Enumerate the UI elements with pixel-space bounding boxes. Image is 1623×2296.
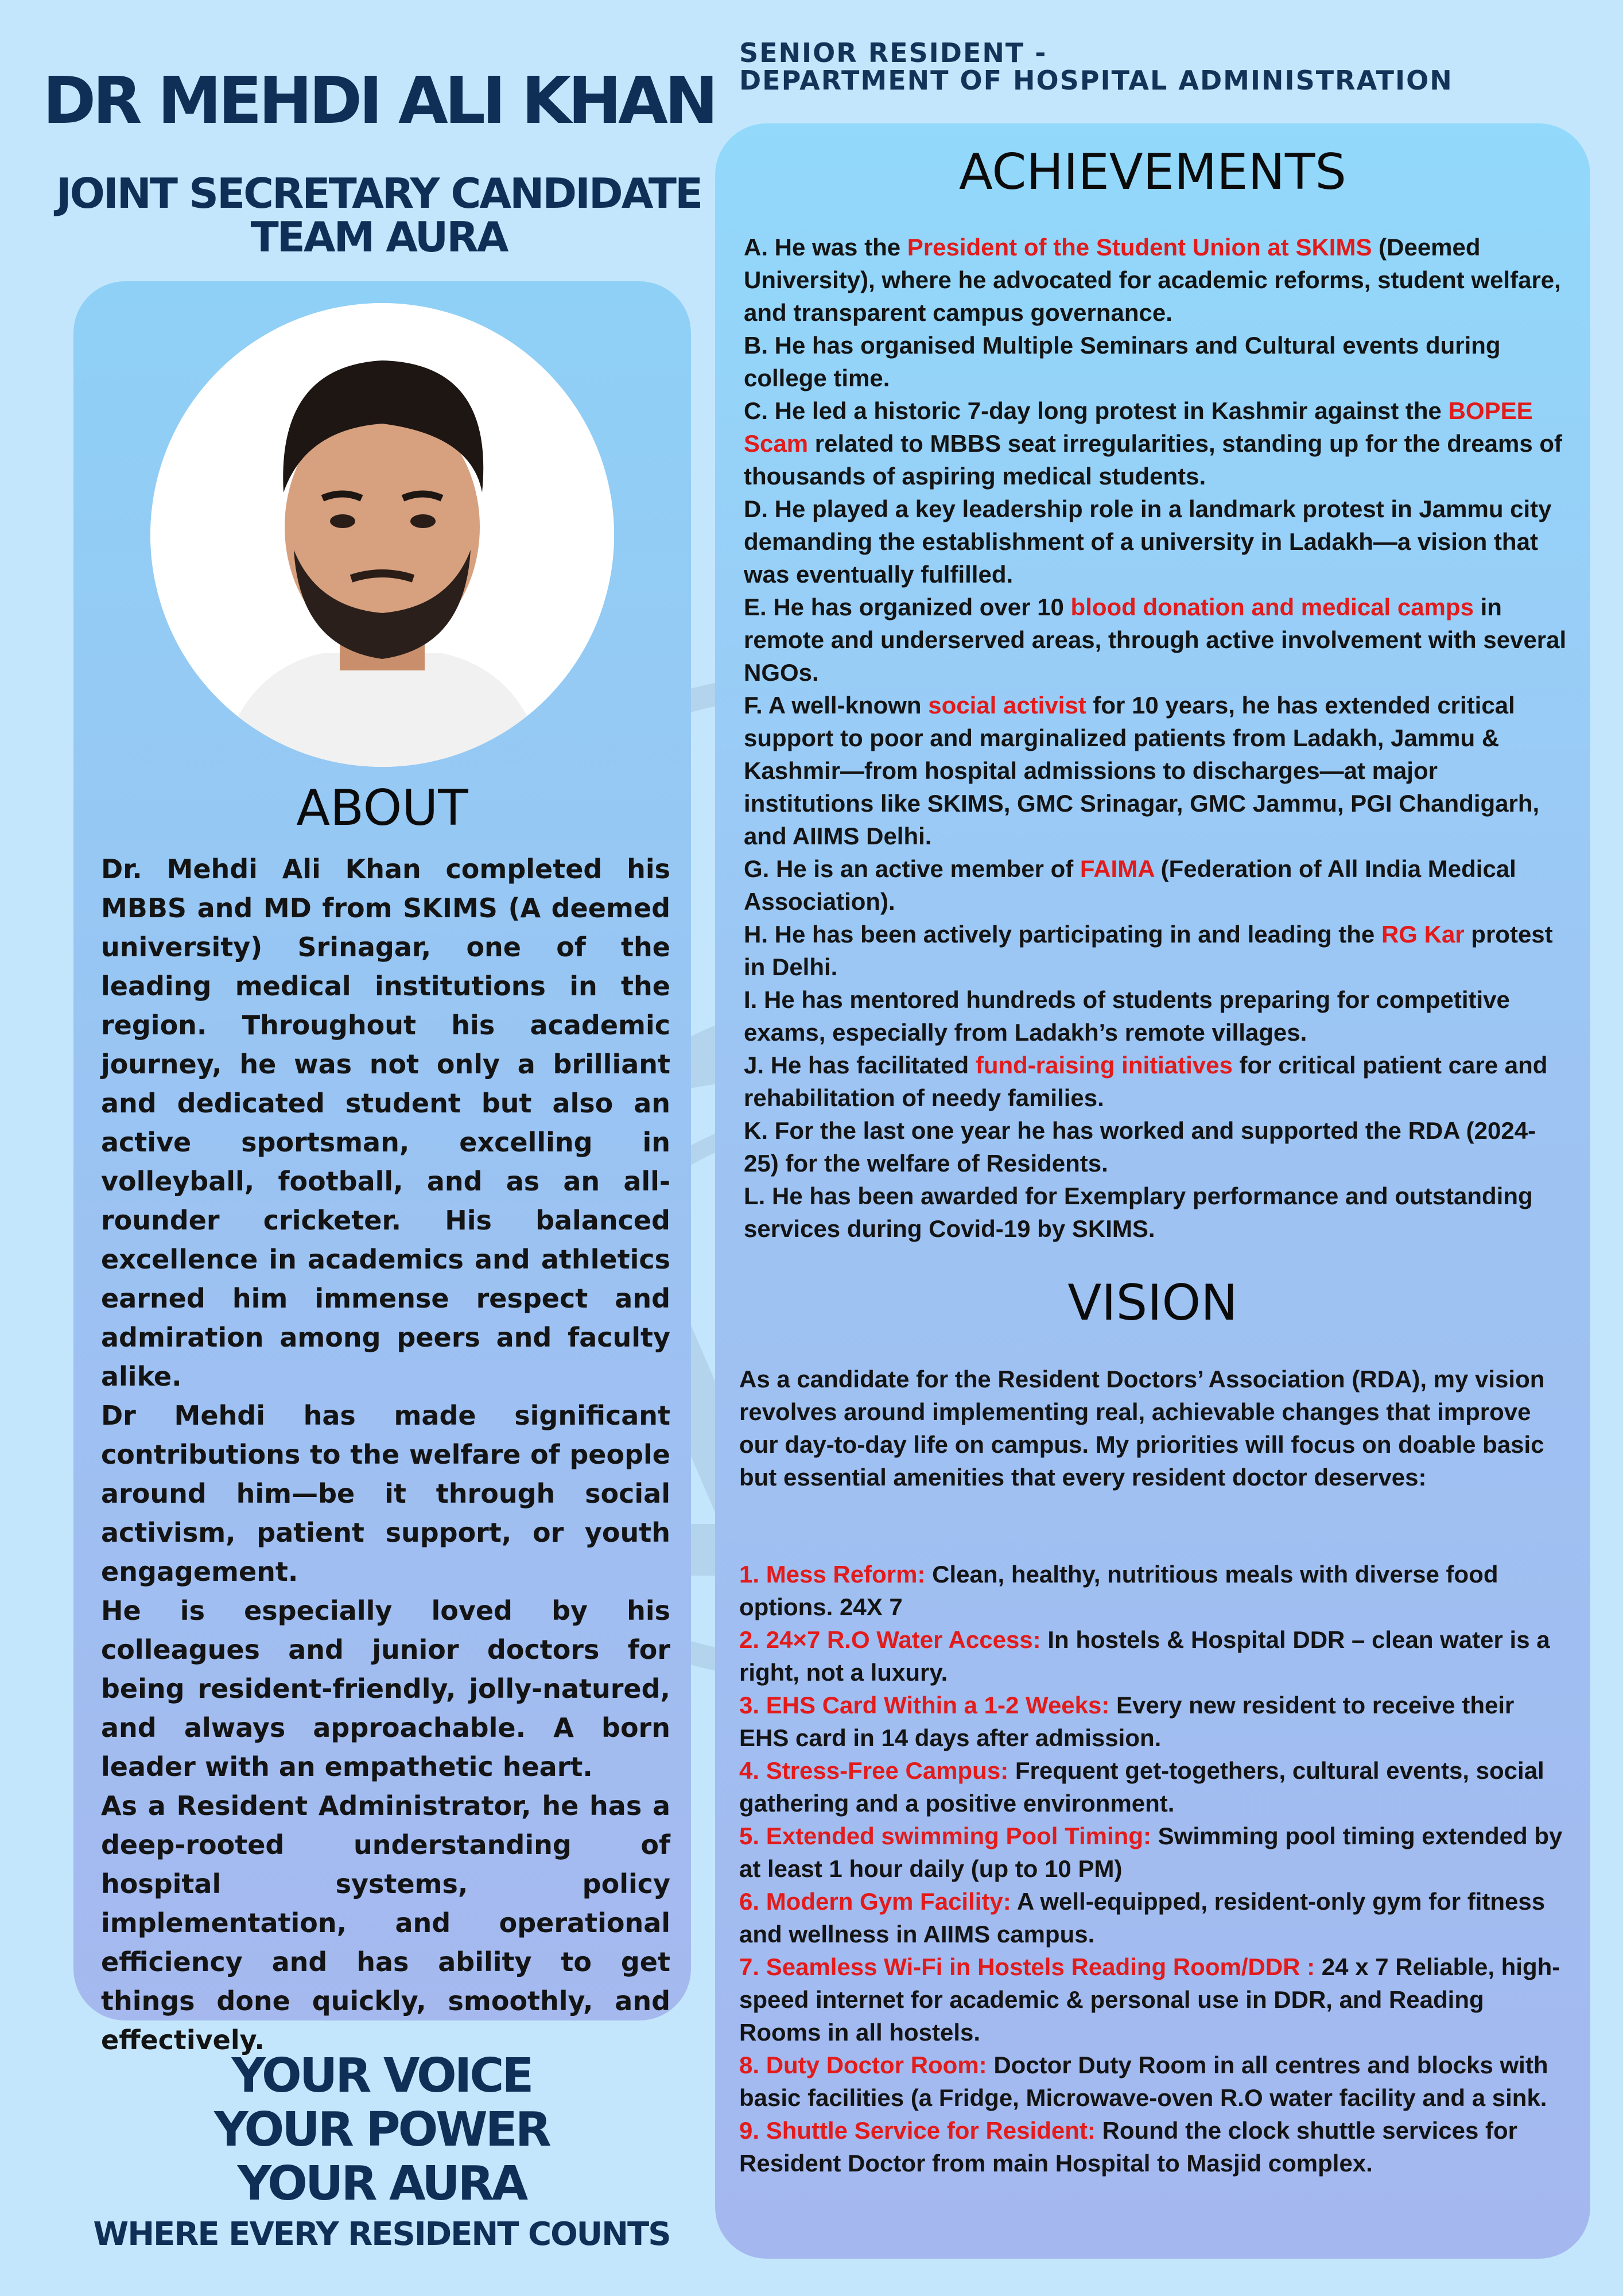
slogan-line-2: YOUR POWER: [214, 2103, 549, 2157]
vision-item: 9. Shuttle Service for Resident: Round the clock shuttle services for Resident Doctor from main Hospital to Masjid complex.: [739, 2117, 1518, 2177]
achievements-title: ACHIEVEMENTS: [959, 144, 1346, 201]
slogan: [75, 2049, 689, 2211]
candidate-name: DR MEHDI ALI KHAN: [42, 64, 715, 138]
vision-intro: As a candidate for the Resident Doctors’ Association (RDA), my vision revolves around implementing real, achievable changes that improve our day-to-day life on campus. My priorities will focus on doable basic but essential amenities that every resident doctor deserves:: [739, 1366, 1545, 1491]
vision-item: 1. Mess Reform: Clean, healthy, nutritious meals with diverse food options. 24X 7: [739, 1561, 1498, 1620]
vision-item: 3. EHS Card Within a 1-2 Weeks: Every new resident to receive their EHS card in 14 days after admission.: [739, 1692, 1515, 1751]
vision-list: [739, 1558, 1566, 2179]
vision-item: 4. Stress-Free Campus: Frequent get-togethers, cultural events, social gathering and a positive environment.: [739, 1757, 1544, 1817]
achievement-item: E. He has organized over 10 blood donation and medical camps in remote and underserved areas, through active involvement with several NGOs.: [744, 594, 1567, 686]
achievement-item: K. For the last one year he has worked and supported the RDA (2024-25) for the welfare of Residents.: [744, 1117, 1536, 1177]
vision-item: 6. Modern Gym Facility: A well-equipped, resident-only gym for fitness and wellness in AIIMS campus.: [739, 1888, 1546, 1948]
dept-line-2: DEPARTMENT OF HOSPITAL ADMINISTRATION: [739, 65, 1453, 96]
role-line-1: JOINT SECRETARY CANDIDATE: [56, 169, 702, 218]
candidate-photo: [150, 303, 614, 767]
achievement-item: A. He was the President of the Student Union at SKIMS (Deemed University), where he advocated for academic reforms, student welfare, and transparent campus governance.: [744, 234, 1561, 326]
vision-item: 7. Seamless Wi-Fi in Hostels Reading Room/DDR : 24 x 7 Reliable, high-speed internet for academic & personal use in DDR, and Reading Rooms in all hostels.: [739, 1953, 1560, 2046]
slogan-line-3: YOUR AURA: [237, 2157, 526, 2211]
achievement-item: F. A well-known social activist for 10 years, he has extended critical support to poor and marginalized patients from Ladakh, Jammu & Kashmir—from hospital admissions to discharges—at major institutions like SKIMS, GMC Srinagar, GMC Jammu, PGI Chandigarh, and AIIMS Delhi.: [744, 692, 1540, 850]
vision-item: 5. Extended swimming Pool Timing: Swimming pool timing extended by at least 1 hour daily (up to 10 PM): [739, 1822, 1563, 1882]
about-paragraph-1: Dr. Mehdi Ali Khan completed his MBBS and MD from SKIMS (A deemed university) Srinagar, one of the leading medical institutions in the region. Throughout his academic journey, he was not only a brilliant and dedicated student but also an active sportsman, excelling in volleyball, football, and as an all-rounder cricketer. His balanced excellence in academics and athletics earned him immense respect and admiration among peers and faculty alike.: [101, 854, 670, 1392]
achievement-item: H. He has been actively participating in and leading the RG Kar protest in Delhi.: [744, 921, 1553, 980]
slogan-line-1: YOUR VOICE: [231, 2049, 532, 2103]
achievement-item: J. He has facilitated fund-raising initiatives for critical patient care and rehabilitation of needy families.: [744, 1052, 1548, 1111]
candidate-role: [46, 169, 712, 261]
about-paragraph-4: As a Resident Administrator, he has a deep-rooted understanding of hospital systems, policy implementation, and operational efficiency and has ability to get things done quickly, smoothly, and effectively.: [101, 1790, 670, 2055]
about-text: [101, 850, 670, 2060]
about-title: ABOUT: [296, 779, 468, 837]
dept-line-1: SENIOR RESIDENT -: [739, 37, 1047, 68]
achievements-list: [744, 231, 1570, 1245]
role-line-2: TEAM AURA: [250, 212, 507, 261]
achievement-item: C. He led a historic 7-day long protest in Kashmir against the BOPEE Scam related to MBBS seat irregularities, standing up for the dreams of thousands of aspiring medical students.: [744, 397, 1562, 490]
vision-item: 8. Duty Doctor Room: Doctor Duty Room in all centres and blocks with basic facilities (a Fridge, Microwave-oven R.O water facility and a sink.: [739, 2051, 1548, 2111]
portrait-illustration: [150, 303, 614, 767]
achievement-item: I. He has mentored hundreds of students preparing for competitive exams, especially from Ladakh’s remote villages.: [744, 986, 1510, 1046]
achievement-item: L. He has been awarded for Exemplary performance and outstanding services during Covid-19 by SKIMS.: [744, 1182, 1533, 1242]
achievement-item: B. He has organised Multiple Seminars and Cultural events during college time.: [744, 332, 1501, 391]
department-heading: [739, 39, 1453, 95]
about-paragraph-2: Dr Mehdi has made significant contributions to the welfare of people around him—be it through social activism, patient support, or youth engagement.: [101, 1400, 670, 1587]
achievement-item: D. He played a key leadership role in a landmark protest in Jammu city demanding the establishment of a university in Ladakh—a vision that was eventually fulfilled.: [744, 495, 1552, 588]
about-paragraph-3: He is especially loved by his colleagues and junior doctors for being resident-friendly, jolly-natured, and always approachable. A born leader with an empathetic heart.: [101, 1595, 670, 1782]
achievement-item: G. He is an active member of FAIMA (Federation of All India Medical Association).: [744, 855, 1516, 915]
tagline: WHERE EVERY RESIDENT COUNTS: [93, 2216, 670, 2253]
vision-item: 2. 24×7 R.O Water Access: In hostels & Hospital DDR – clean water is a right, not a luxury.: [739, 1626, 1550, 1686]
vision-title: VISION: [1067, 1274, 1238, 1332]
